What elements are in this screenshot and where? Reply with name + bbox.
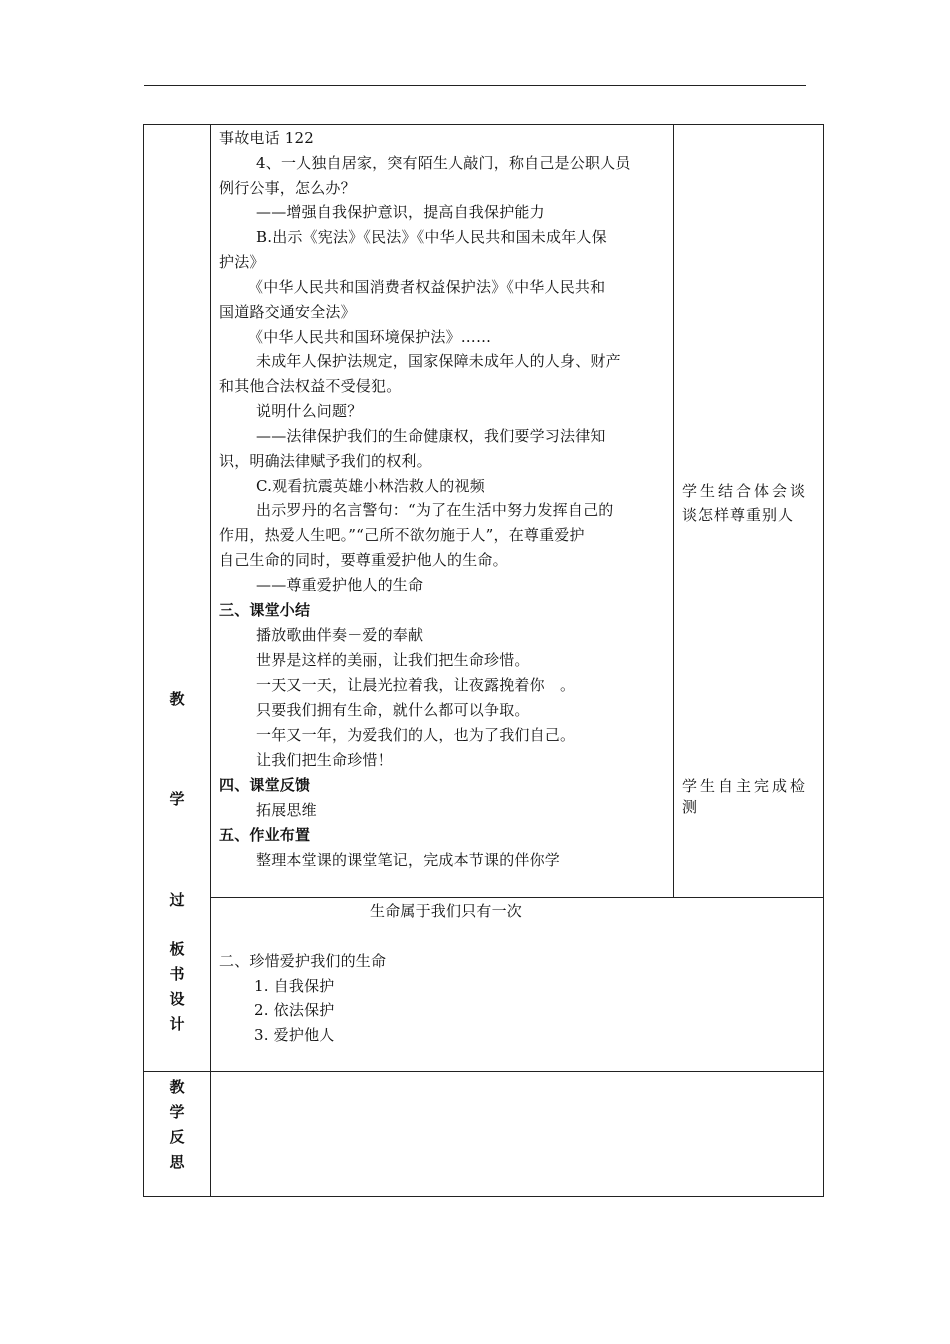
label-board-2: 书 — [169, 965, 185, 983]
section-heading: 三、课堂小结 — [219, 601, 311, 619]
label-teach-2: 学 — [169, 790, 185, 808]
section-heading: 四、课堂反馈 — [219, 776, 311, 794]
process-line: 只要我们拥有生命，就什么都可以争取。 — [256, 701, 530, 719]
process-line: 4、一人独自居家，突有陌生人敲门，称自己是公职人员 — [256, 154, 631, 172]
student-note-1b: 谈怎样尊重别人 — [682, 506, 795, 524]
label-teach-3: 过 — [169, 891, 185, 909]
row-divider-reflect — [143, 1071, 824, 1072]
section-heading: 五、作业布置 — [219, 826, 311, 844]
process-line: 整理本堂课的课堂笔记，完成本节课的伴你学 — [256, 851, 561, 869]
student-note-2a: 学生自主完成检 — [682, 777, 809, 795]
process-line: 播放歌曲伴奏－爱的奉献 — [256, 626, 424, 644]
process-line: 未成年人保护法规定，国家保障未成年人的人身、财产 — [256, 352, 621, 370]
process-line: 自己生命的同时，要尊重爱护他人的生命。 — [219, 551, 508, 569]
process-line: 出示罗丹的名言警句：“为了在生活中努力发挥自己的 — [256, 501, 614, 519]
label-reflect-1: 教 — [169, 1078, 185, 1096]
process-line: 《中华人民共和国消费者权益保护法》《中华人民共和 — [248, 278, 606, 296]
column-divider-left — [210, 124, 211, 1197]
process-line: 拓展思维 — [256, 801, 317, 819]
board-item: 2. 依法保护 — [254, 1001, 335, 1019]
row-divider-board — [210, 897, 824, 898]
process-line: ——增强自我保护意识，提高自我保护能力 — [256, 203, 545, 221]
process-line: ——法律保护我们的生命健康权，我们要学习法律知 — [256, 427, 606, 445]
label-board-1: 板 — [169, 940, 185, 958]
board-item: 1. 自我保护 — [254, 977, 335, 995]
board-item: 3. 爱护他人 — [254, 1026, 335, 1044]
process-line: B.出示《宪法》《民法》《中华人民共和国未成年人保 — [256, 228, 607, 246]
process-line: 世界是这样的美丽，让我们把生命珍惜。 — [256, 651, 530, 669]
process-line: 事故电话 122 — [219, 129, 314, 147]
process-line: C.观看抗震英雄小林浩救人的视频 — [256, 477, 485, 495]
label-teach-1: 教 — [169, 690, 185, 708]
process-line: 护法》 — [219, 253, 265, 271]
student-note-1a: 学生结合体会谈 — [682, 482, 809, 500]
process-line: 一天又一天，让晨光拉着我，让夜露挽着你 。 — [256, 676, 576, 694]
label-reflect-4: 思 — [169, 1153, 185, 1171]
process-line: 《中华人民共和国环境保护法》…… — [248, 328, 492, 346]
process-line: ——尊重爱护他人的生命 — [256, 576, 424, 594]
label-reflect-2: 学 — [169, 1103, 185, 1121]
process-line: 让我们把生命珍惜！ — [256, 751, 393, 769]
process-line: 识，明确法律赋予我们的权利。 — [219, 452, 432, 470]
column-divider-right — [673, 124, 674, 897]
process-line: 国道路交通安全法》 — [219, 303, 356, 321]
student-note-2b: 测 — [682, 798, 701, 816]
board-subtitle: 二、珍惜爱护我们的生命 — [219, 952, 387, 970]
header-rule — [144, 85, 806, 86]
process-line: 作用，热爱人生吧。”“己所不欲勿施于人”，在尊重爱护 — [219, 526, 585, 544]
label-board-4: 计 — [169, 1015, 185, 1033]
process-line: 说明什么问题？ — [256, 402, 363, 420]
reflection-area — [215, 1076, 815, 1191]
process-line: 例行公事，怎么办？ — [219, 179, 356, 197]
board-title: 生命属于我们只有一次 — [370, 902, 523, 920]
label-reflect-3: 反 — [169, 1128, 185, 1146]
process-line: 一年又一年，为爱我们的人，也为了我们自己。 — [256, 726, 576, 744]
label-board-3: 设 — [169, 990, 185, 1008]
process-line: 和其他合法权益不受侵犯。 — [219, 377, 402, 395]
